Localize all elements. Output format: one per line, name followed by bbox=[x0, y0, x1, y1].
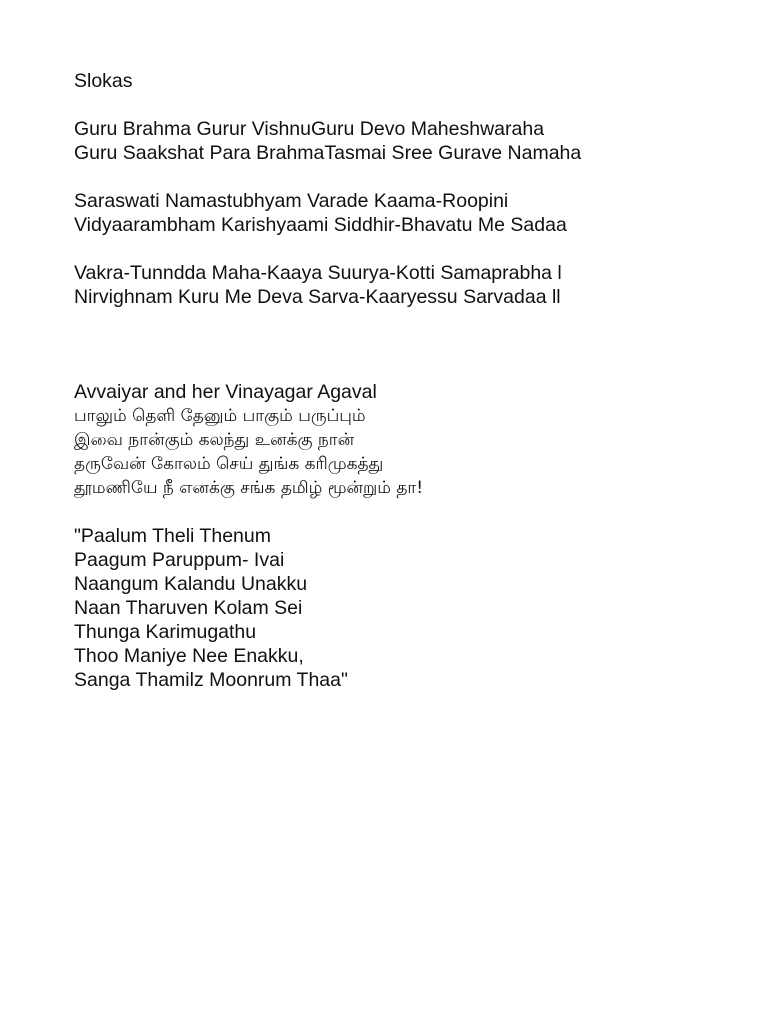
transliteration-line: Naan Tharuven Kolam Sei bbox=[74, 597, 303, 619]
sloka-saraswati bbox=[74, 189, 754, 237]
spacer bbox=[74, 93, 754, 117]
tamil-line: தருவேன் கோலம் செய் துங்க கரிமுகத்து bbox=[74, 454, 384, 474]
transliteration-line: Sanga Thamilz Moonrum Thaa" bbox=[74, 669, 348, 691]
transliteration-line: "Paalum Theli Thenum bbox=[74, 525, 271, 547]
sloka-line: Guru Saakshat Para BrahmaTasmai Sree Gurave Namaha bbox=[74, 142, 582, 164]
sloka-line: Nirvighnam Kuru Me Deva Sarva-Kaaryessu Sarvadaa ll bbox=[74, 286, 561, 308]
spacer bbox=[74, 237, 754, 261]
heading-slokas: Slokas bbox=[74, 70, 133, 92]
document-page bbox=[74, 69, 754, 692]
tamil-line: தூமணியே நீ எனக்கு சங்க தமிழ் மூன்றும் தா! bbox=[74, 478, 424, 498]
transliteration-line: Naangum Kalandu Unakku bbox=[74, 573, 308, 595]
transliteration-line: Thoo Maniye Nee Enakku, bbox=[74, 645, 304, 667]
sloka-line: Vakra-Tunndda Maha-Kaaya Suurya-Kotti Samaprabha l bbox=[74, 262, 562, 284]
tamil-line: பாலும் தெளி தேனும் பாகும் பருப்பும் bbox=[74, 406, 366, 426]
spacer bbox=[74, 500, 754, 524]
spacer bbox=[74, 165, 754, 189]
sloka-line: Vidyaarambham Karishyaami Siddhir-Bhavatu Me Sadaa bbox=[74, 214, 567, 236]
transliteration-verse bbox=[74, 524, 754, 692]
sloka-line: Saraswati Namastubhyam Varade Kaama-Roopini bbox=[74, 190, 509, 212]
tamil-line: இவை நான்கும் கலந்து உனக்கு நான் bbox=[74, 430, 355, 450]
transliteration-line: Paagum Paruppum- Ivai bbox=[74, 549, 285, 571]
agaval-title: Avvaiyar and her Vinayagar Agaval bbox=[74, 381, 377, 403]
sloka-vakratunda bbox=[74, 261, 754, 309]
sloka-line: Guru Brahma Gurur VishnuGuru Devo Maheshwaraha bbox=[74, 118, 545, 140]
tamil-verse bbox=[74, 404, 754, 500]
transliteration-line: Thunga Karimugathu bbox=[74, 621, 257, 643]
sloka-guru-brahma bbox=[74, 117, 754, 165]
spacer bbox=[74, 309, 754, 380]
